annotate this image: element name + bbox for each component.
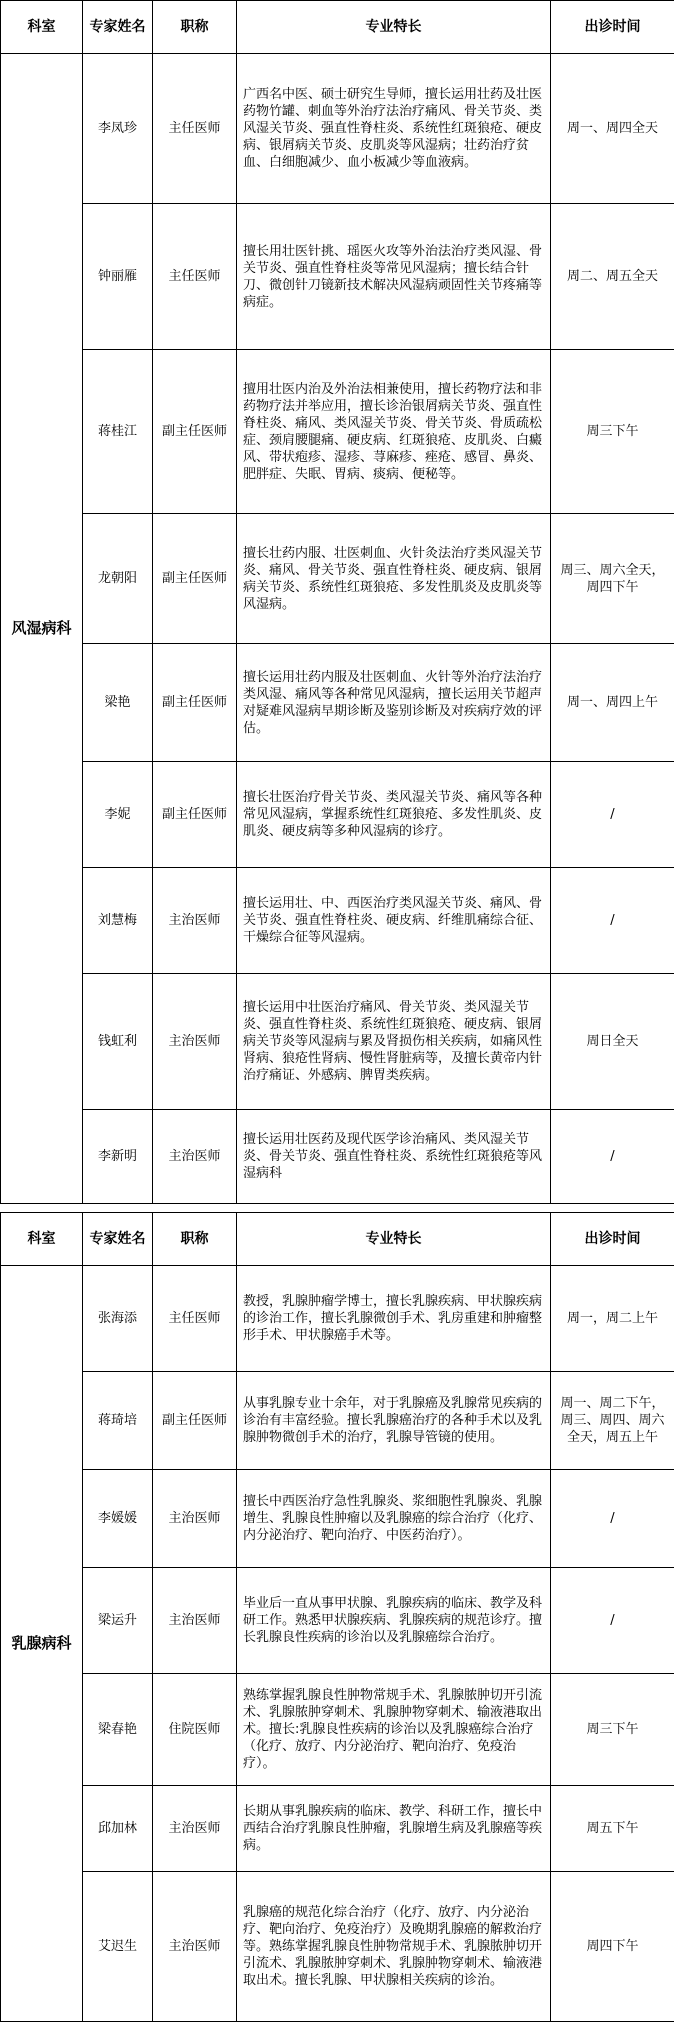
table-row	[1, 1872, 674, 2022]
header-dept: 科室	[1, 1213, 83, 1266]
clinic-time: 周一、周二下午，周三、周四、周六全天，周五上午	[551, 1372, 674, 1470]
clinic-time: 周四下午	[551, 1872, 674, 2022]
expert-title: 主任医师	[153, 54, 237, 204]
expert-specialty: 擅长壮药内服、壮医刺血、火针灸法治疗类风湿关节炎、痛风、骨关节炎、强直性脊柱炎、硬皮病、银屑病关节炎、系统性红斑狼疮、多发性肌炎及皮肌炎等风湿病。	[237, 514, 551, 644]
expert-specialty: 长期从事乳腺疾病的临床、教学、科研工作，擅长中西结合治疗乳腺良性肿瘤，乳腺增生病及乳腺癌等疾病。	[237, 1786, 551, 1872]
header-row	[1, 1, 674, 54]
clinic-time: 周一，周二上午	[551, 1266, 674, 1372]
table-row	[1, 1372, 674, 1470]
expert-title: 副主任医师	[153, 350, 237, 514]
expert-title: 副主任医师	[153, 1372, 237, 1470]
expert-specialty: 擅长运用中壮医治疗痛风、骨关节炎、类风湿关节炎、强直性脊柱炎、系统性红斑狼疮、硬皮病、银屑病关节炎等风湿病与累及肾损伤相关疾病，如痛风性肾病、狼疮性肾病、慢性肾脏病等，及擅长黄帝内针治疗痛证、外感病、脾胃类疾病。	[237, 974, 551, 1110]
table-row	[1, 1786, 674, 1872]
expert-name: 张海添	[83, 1266, 153, 1372]
table-row	[1, 1470, 674, 1568]
clinic-time: 周一、周四全天	[551, 54, 674, 204]
table-row	[1, 974, 674, 1110]
expert-name: 钟丽雁	[83, 204, 153, 350]
expert-title: 副主任医师	[153, 514, 237, 644]
expert-specialty: 熟练掌握乳腺良性肿物常规手术、乳腺脓肿切开引流术、乳腺脓肿穿刺术、乳腺肿物穿刺术、输液港取出术。擅长:乳腺良性疾病的诊治以及乳腺癌综合治疗（化疗、放疗、内分泌治疗、靶向治疗、免疫治疗）。	[237, 1674, 551, 1786]
expert-name: 李凤珍	[83, 54, 153, 204]
expert-title: 副主任医师	[153, 644, 237, 762]
table-row	[1, 1568, 674, 1674]
table-row	[1, 54, 674, 204]
expert-title: 主治医师	[153, 1872, 237, 2022]
expert-title: 住院医师	[153, 1674, 237, 1786]
table-row	[1, 868, 674, 974]
table-row	[1, 350, 674, 514]
expert-name: 蒋琦培	[83, 1372, 153, 1470]
header-specialty: 专业特长	[237, 1, 551, 54]
expert-title: 主任医师	[153, 204, 237, 350]
header-title: 职称	[153, 1213, 237, 1266]
clinic-time: 周三下午	[551, 1674, 674, 1786]
table-row	[1, 1110, 674, 1204]
header-dept: 科室	[1, 1, 83, 54]
clinic-time: 周五下午	[551, 1786, 674, 1872]
expert-specialty: 乳腺癌的规范化综合治疗（化疗、放疗、内分泌治疗、靶向治疗、免疫治疗）及晚期乳腺癌的解救治疗等。熟练掌握乳腺良性肿物常规手术、乳腺脓肿切开引流术、乳腺脓肿穿刺术、乳腺肿物穿刺术、输液港取出术。擅长乳腺、甲状腺相关疾病的诊治。	[237, 1872, 551, 2022]
expert-name: 龙朝阳	[83, 514, 153, 644]
expert-specialty: 擅长用壮医针挑、瑶医火攻等外治法治疗类风湿、骨关节炎、强直性脊柱炎等常见风湿病；擅长结合针刀、微创针刀镜新技术解决风湿病顽固性关节疼痛等病症。	[237, 204, 551, 350]
department-cell: 乳腺病科	[1, 1266, 83, 2022]
table-row	[1, 644, 674, 762]
expert-title: 主治医师	[153, 1568, 237, 1674]
clinic-time: /	[551, 1110, 674, 1204]
table-row	[1, 1266, 674, 1372]
clinic-time: /	[551, 868, 674, 974]
section-gap	[1, 1204, 674, 1213]
table-row	[1, 762, 674, 868]
expert-specialty: 教授，乳腺肿瘤学博士，擅长乳腺疾病、甲状腺疾病的诊治工作，擅长乳腺微创手术、乳房重建和肿瘤整形手术、甲状腺癌手术等。	[237, 1266, 551, 1372]
expert-name: 邱加林	[83, 1786, 153, 1872]
expert-name: 李媛媛	[83, 1470, 153, 1568]
clinic-time: 周一、周四上午	[551, 644, 674, 762]
expert-title: 主治医师	[153, 1786, 237, 1872]
header-time: 出诊时间	[551, 1, 674, 54]
expert-name: 钱虹利	[83, 974, 153, 1110]
header-expert: 专家姓名	[83, 1, 153, 54]
expert-title: 主任医师	[153, 1266, 237, 1372]
expert-name: 刘慧梅	[83, 868, 153, 974]
expert-name: 蒋桂江	[83, 350, 153, 514]
expert-title: 主治医师	[153, 1110, 237, 1204]
header-row	[1, 1213, 674, 1266]
expert-title: 主治医师	[153, 1470, 237, 1568]
expert-title: 主治医师	[153, 868, 237, 974]
expert-specialty: 广西名中医、硕士研究生导师，擅长运用壮药及壮医药物竹罐、刺血等外治疗法治疗痛风、骨关节炎、类风湿关节炎、强直性脊柱炎、系统性红斑狼疮、硬皮病、银屑病关节炎、皮肌炎等风湿病；壮药治疗贫血、白细胞减少、血小板减少等血液病。	[237, 54, 551, 204]
expert-specialty: 从事乳腺专业十余年，对于乳腺癌及乳腺常见疾病的诊治有丰富经验。擅长乳腺癌治疗的各种手术以及乳腺肿物微创手术的治疗，乳腺导管镜的使用。	[237, 1372, 551, 1470]
expert-specialty: 擅用壮医内治及外治法相兼使用，擅长药物疗法和非药物疗法并举应用，擅长诊治银屑病关节炎、强直性脊柱炎、痛风、类风湿关节炎、骨关节炎、骨质疏松症、颈肩腰腿痛、硬皮病、红斑狼疮、皮肌炎、白癜风、带状疱疹、湿疹、荨麻疹、痤疮、感冒、鼻炎、肥胖症、失眠、胃病、痰病、便秘等。	[237, 350, 551, 514]
expert-specialty: 擅长运用壮、中、西医治疗类风湿关节炎、痛风、骨关节炎、强直性脊柱炎、硬皮病、纤维肌痛综合征、干燥综合征等风湿病。	[237, 868, 551, 974]
expert-title: 主治医师	[153, 974, 237, 1110]
expert-specialty: 擅长壮医治疗骨关节炎、类风湿关节炎、痛风等各种常见风湿病，掌握系统性红斑狼疮、多发性肌炎、皮肌炎、硬皮病等多种风湿病的诊疗。	[237, 762, 551, 868]
expert-name: 艾迟生	[83, 1872, 153, 2022]
expert-name: 梁运升	[83, 1568, 153, 1674]
header-expert: 专家姓名	[83, 1213, 153, 1266]
expert-specialty: 擅长中西医治疗急性乳腺炎、浆细胞性乳腺炎、乳腺增生、乳腺良性肿瘤以及乳腺癌的综合治疗（化疗、内分泌治疗、靶向治疗、中医药治疗）。	[237, 1470, 551, 1568]
table-row	[1, 204, 674, 350]
clinic-time: /	[551, 1568, 674, 1674]
clinic-time: 周二、周五全天	[551, 204, 674, 350]
clinic-time: 周三、周六全天，周四下午	[551, 514, 674, 644]
table-row	[1, 514, 674, 644]
clinic-time: /	[551, 762, 674, 868]
header-time: 出诊时间	[551, 1213, 674, 1266]
expert-specialty: 擅长运用壮药内服及壮医刺血、火针等外治疗法治疗类风湿、痛风等各种常见风湿病，擅长运用关节超声对疑难风湿病早期诊断及鉴别诊断及对疾病疗效的评估。	[237, 644, 551, 762]
expert-name: 梁艳	[83, 644, 153, 762]
expert-name: 李妮	[83, 762, 153, 868]
clinic-time: /	[551, 1470, 674, 1568]
clinic-time: 周三下午	[551, 350, 674, 514]
clinic-time: 周日全天	[551, 974, 674, 1110]
department-cell: 风湿病科	[1, 54, 83, 1204]
expert-name: 李新明	[83, 1110, 153, 1204]
header-title: 职称	[153, 1, 237, 54]
expert-specialty: 擅长运用壮医药及现代医学诊治痛风、类风湿关节炎、骨关节炎、强直性脊柱炎、系统性红斑狼疮等风湿病科	[237, 1110, 551, 1204]
expert-specialty: 毕业后一直从事甲状腺、乳腺疾病的临床、教学及科研工作。熟悉甲状腺疾病、乳腺疾病的规范诊疗。擅长乳腺良性疾病的诊治以及乳腺癌综合治疗。	[237, 1568, 551, 1674]
expert-name: 梁春艳	[83, 1674, 153, 1786]
table-row	[1, 1674, 674, 1786]
expert-title: 副主任医师	[153, 762, 237, 868]
header-specialty: 专业特长	[237, 1213, 551, 1266]
